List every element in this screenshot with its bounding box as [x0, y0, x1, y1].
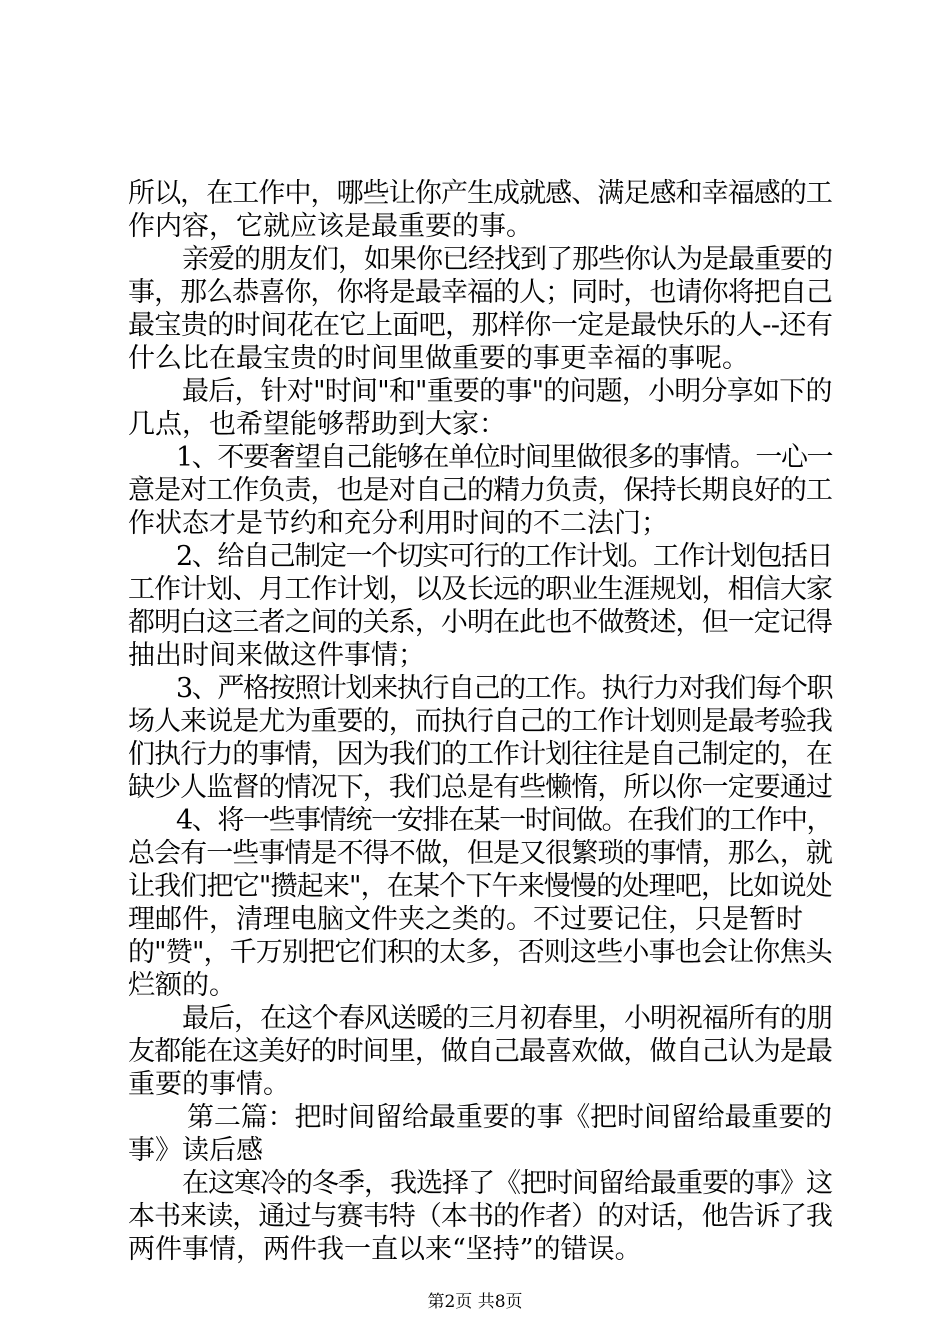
- text-line: 最后，在这个春风送暖的三月初春里，小明祝福所有的朋: [182, 1003, 832, 1034]
- text-line: 最后，针对"时间"和"重要的事"的问题，小明分享如下的: [182, 376, 832, 407]
- text-line: 作状态才是节约和充分利用时间的不二法门；: [128, 508, 668, 539]
- text-line: 都明白这三者之间的关系，小明在此也不做赘述，但一定记得: [128, 607, 832, 638]
- text-line: 们执行力的事情，因为我们的工作计划往往是自己制定的，在: [128, 739, 832, 770]
- text-line: 事，那么恭喜你，你将是最幸福的人；同时，也请你将把自己: [128, 277, 832, 308]
- text-line: 在这寒冷的冬季，我选择了《把时间留给最重要的事》这: [182, 1168, 832, 1199]
- text-line: 缺少人监督的情况下，我们总是有些懒惰，所以你一定要通过: [128, 772, 832, 803]
- text-line: 抽出时间来做这件事情；: [128, 640, 425, 671]
- text-line: 的"赞"，千万别把它们积的太多，否则这些小事也会让你焦头: [128, 937, 832, 968]
- section-heading: 事》读后感: [128, 1135, 263, 1166]
- text-line: 最宝贵的时间花在它上面吧，那样你一定是最快乐的人--还有: [128, 310, 833, 341]
- text-line: 2、给自己制定一个切实可行的工作计划。工作计划包括日: [176, 541, 833, 572]
- text-line: 几点，也希望能够帮助到大家：: [128, 409, 506, 440]
- section-heading: 第二篇：把时间留给最重要的事《把时间留给最重要的: [187, 1102, 832, 1133]
- text-line: 烂额的。: [128, 970, 236, 1001]
- page-number-footer: 第2页 共8页: [427, 1292, 523, 1312]
- text-line: 亲爱的朋友们，如果你已经找到了那些你认为是最重要的: [182, 244, 832, 275]
- text-line: 友都能在这美好的时间里，做自己最喜欢做，做自己认为是最: [128, 1036, 832, 1067]
- text-line: 总会有一些事情是不得不做，但是又很繁琐的事情，那么，就: [128, 838, 832, 869]
- text-line: 工作计划、月工作计划，以及长远的职业生涯规划，相信大家: [128, 574, 832, 605]
- text-line: 理邮件，清理电脑文件夹之类的。不过要记住，只是暂时: [128, 904, 803, 935]
- text-line: 本书来读，通过与赛韦特（本书的作者）的对话，他告诉了我: [128, 1201, 832, 1232]
- text-line: 4、将一些事情统一安排在某一时间做。在我们的工作中，: [176, 805, 833, 836]
- text-line: 1、不要奢望自己能够在单位时间里做很多的事情。一心一: [176, 442, 833, 473]
- text-line: 让我们把它"攒起来"，在某个下午来慢慢的处理吧，比如说处: [128, 871, 832, 902]
- text-line: 重要的事情。: [128, 1069, 290, 1100]
- text-line: 所以，在工作中，哪些让你产生成就感、满足感和幸福感的工: [128, 178, 832, 209]
- text-line: 意是对工作负责，也是对自己的精力负责，保持长期良好的工: [128, 475, 832, 506]
- text-line: 作内容，它就应该是最重要的事。: [128, 211, 533, 242]
- text-line: 什么比在最宝贵的时间里做重要的事更幸福的事呢。: [128, 343, 749, 374]
- text-line: 两件事情，两件我一直以来“坚持”的错误。: [128, 1234, 642, 1265]
- text-line: 3、严格按照计划来执行自己的工作。执行力对我们每个职: [176, 673, 833, 704]
- text-line: 场人来说是尤为重要的，而执行自己的工作计划则是最考验我: [128, 706, 832, 737]
